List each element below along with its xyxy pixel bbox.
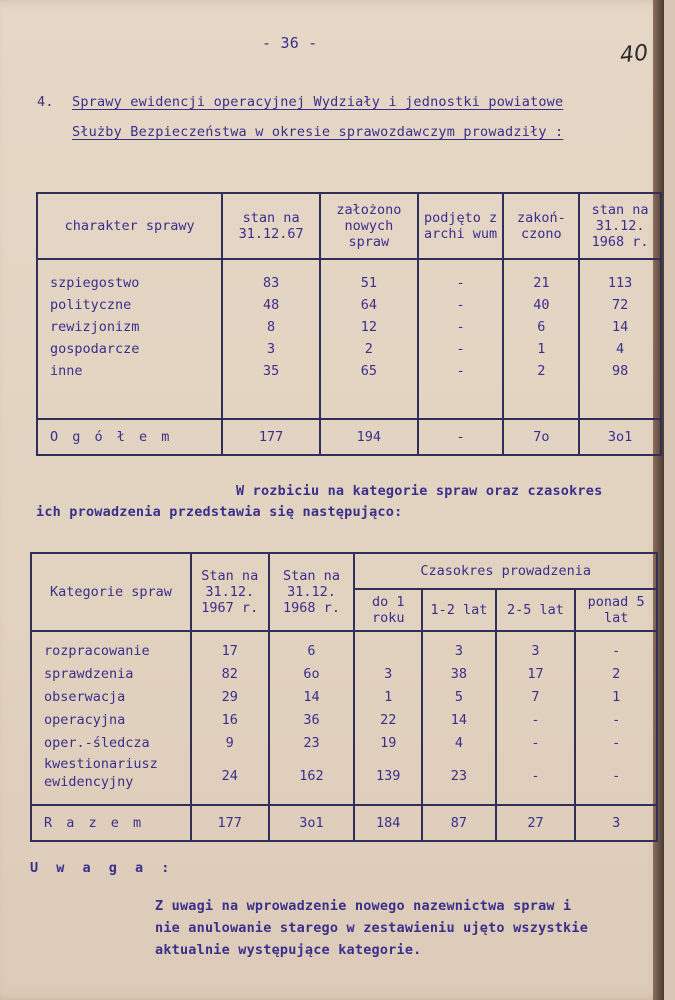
value: - [531, 735, 540, 751]
value: - [456, 275, 465, 291]
value: 21 [533, 275, 550, 291]
value: 98 [611, 363, 629, 379]
value: 17 [527, 666, 544, 682]
value-cell [579, 259, 661, 419]
value: 19 [380, 735, 397, 751]
value: 38 [450, 666, 468, 682]
value: 29 [221, 689, 238, 705]
value: 1 [384, 689, 393, 705]
value: 2 [364, 341, 373, 357]
table-body-row [31, 631, 657, 805]
col-subheader: 1-2 lat [422, 589, 496, 631]
value [355, 640, 421, 663]
value: 6 [307, 643, 316, 659]
value: 35 [262, 363, 280, 379]
page-number: - 36 - [262, 34, 318, 52]
total-value: 177 [191, 805, 269, 841]
note-line2: nie anulowanie starego w zestawieniu ujęto wszystkie [155, 920, 589, 936]
total-value: 87 [422, 805, 496, 841]
value: - [612, 712, 621, 728]
category-label: polityczne [50, 297, 132, 313]
value: 9 [225, 735, 234, 751]
col-header: Stan na 31.12. 1967 r. [191, 553, 269, 631]
value-cell [320, 259, 418, 419]
col-header: charakter sprawy [37, 193, 222, 259]
category-label: operacyjna [44, 712, 126, 728]
note-line3: aktualnie występujące kategorie. [155, 942, 422, 958]
value-cell [222, 259, 320, 419]
handwritten-page-number: 40 [618, 40, 650, 69]
paragraph-line2: ich prowadzenia przedstawia się następująco: [36, 504, 403, 520]
value-cell [191, 631, 269, 805]
value: 2 [612, 666, 621, 682]
section-heading-line1: Sprawy ewidencji operacyjnej Wydziały i jednostki powiatowe [72, 94, 564, 110]
total-value: 3o1 [269, 805, 355, 841]
col-header: stan na 31.12. 1968 r. [579, 193, 661, 259]
page-edge-shadow [653, 0, 664, 1000]
total-value: 194 [320, 419, 418, 455]
value: 1 [612, 689, 621, 705]
value-cell [354, 631, 422, 805]
col-header: Kategorie spraw [31, 553, 191, 631]
col-header: założono nowych spraw [320, 193, 418, 259]
category-label: oper.-śledcza [44, 735, 150, 751]
value: 5 [454, 689, 463, 705]
value: 113 [607, 275, 633, 291]
value-cell [418, 259, 504, 419]
value: - [612, 735, 621, 751]
category-period-table [30, 552, 658, 842]
value: - [456, 341, 465, 357]
value-cell [269, 631, 355, 805]
category-label: szpiegostwo [50, 275, 140, 291]
value: 14 [611, 319, 629, 335]
total-value: 27 [496, 805, 576, 841]
note-line1: Z uwagi na wprowadzenie nowego nazewnictwa spraw i [155, 898, 572, 914]
col-header: Czasokres prowadzenia [354, 553, 657, 589]
col-header: stan na 31.12.67 [222, 193, 320, 259]
total-value: 3 [575, 805, 657, 841]
value: 12 [360, 319, 377, 335]
value: 3 [384, 666, 393, 682]
value: 14 [450, 712, 468, 728]
section-heading-line2: Służby Bezpieczeństwa w okresie sprawozdawczym prowadziły : [72, 124, 564, 140]
value: 40 [533, 297, 550, 313]
category-label: sprawdzenia [44, 666, 134, 682]
value: 17 [221, 643, 238, 659]
note-heading: U w a g a : [30, 860, 175, 876]
table-total-row [31, 805, 657, 841]
category-label: gospodarcze [50, 341, 140, 357]
value: 4 [616, 341, 625, 357]
value: 2 [537, 363, 546, 379]
paragraph-line1: W rozbiciu na kategorie spraw oraz czasokres [236, 483, 603, 499]
value: 139 [376, 768, 401, 784]
col-header: zakoń- czono [503, 193, 579, 259]
col-header: Stan na 31.12. 1968 r. [269, 553, 355, 631]
col-header: podjęto z archi wum [418, 193, 504, 259]
value: 83 [262, 275, 280, 291]
total-value: - [418, 419, 504, 455]
value: 14 [303, 689, 320, 705]
value: 72 [611, 297, 629, 313]
value: 4 [454, 735, 463, 751]
value-cell [503, 259, 579, 419]
col-subheader: ponad 5 lat [575, 589, 657, 631]
value: 82 [221, 666, 238, 682]
table-body-row [37, 259, 661, 419]
value-cell [496, 631, 576, 805]
value: 64 [360, 297, 377, 313]
category-label: kwestionariusz ewidencyjny [44, 756, 158, 790]
category-cell [37, 259, 222, 419]
total-value: 7o [503, 419, 579, 455]
value: 22 [380, 712, 397, 728]
col-subheader: 2-5 lat [496, 589, 576, 631]
section-number: 4. [37, 94, 54, 110]
table-header-row [31, 553, 657, 589]
total-value: 177 [222, 419, 320, 455]
value: 8 [267, 319, 276, 335]
total-label: R a z e m [31, 805, 191, 841]
value: 6 [537, 319, 546, 335]
case-summary-table [36, 192, 662, 456]
value: 6o [303, 666, 320, 682]
value: 162 [299, 768, 324, 784]
value: 16 [221, 712, 238, 728]
value: - [456, 319, 465, 335]
value: 24 [221, 768, 238, 784]
value: 65 [360, 363, 377, 379]
category-label: rozpracowanie [44, 643, 150, 659]
value: 48 [262, 297, 280, 313]
category-cell [31, 631, 191, 805]
value: 1 [537, 341, 546, 357]
value: - [612, 768, 621, 784]
category-label: rewizjonizm [50, 319, 140, 335]
value: 7 [531, 689, 540, 705]
value: 23 [303, 735, 320, 751]
table-header-row [37, 193, 661, 259]
category-label: obserwacja [44, 689, 126, 705]
value: 3 [531, 643, 540, 659]
col-subheader: do 1 roku [354, 589, 422, 631]
value: 23 [450, 768, 468, 784]
value: 36 [303, 712, 320, 728]
total-value: 3o1 [579, 419, 661, 455]
value-cell [575, 631, 657, 805]
category-label: inne [50, 363, 83, 379]
value: - [456, 297, 465, 313]
value: - [456, 363, 465, 379]
value: - [531, 712, 540, 728]
value: - [531, 768, 540, 784]
total-value: 184 [354, 805, 422, 841]
value-cell [422, 631, 496, 805]
value: - [612, 643, 621, 659]
table-total-row [37, 419, 661, 455]
value: 51 [360, 275, 377, 291]
total-label: O g ó ł e m [37, 419, 222, 455]
value: 3 [454, 643, 463, 659]
value: 3 [267, 341, 276, 357]
